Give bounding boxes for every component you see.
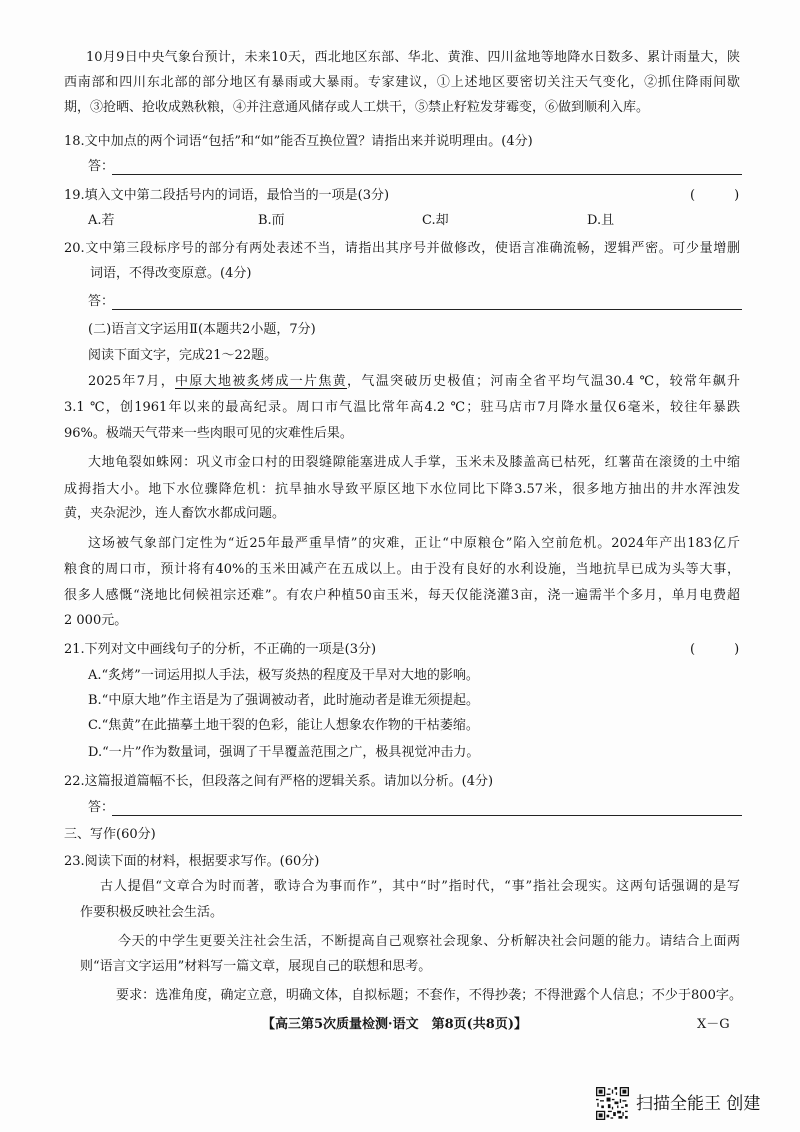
passage-text: ，气温突破历史极值；河南全省平均气温30.4 ℃，较常年飙升 bbox=[347, 374, 741, 389]
passage-p2-line: 大地龟裂如蛛网：巩义市金口村的田裂缝隙能塞进成人手掌，玉米未及膝盖高已枯死，红薯苗在滚烫的土中缩 bbox=[88, 455, 740, 470]
option-c: C.却 bbox=[422, 213, 449, 228]
option-d: D.“一片”作为数量词，强调了干旱覆盖范围之广，极具视觉冲击力。 bbox=[88, 745, 480, 760]
scanner-watermark-text: 扫描全能王 创建 bbox=[636, 1094, 761, 1114]
passage-p2-line: 成拇指大小。地下水位骤降危机：抗旱抽水导致平原区地下水位同比下降3.57米，很多地方抽出的井水浑浊发 bbox=[64, 482, 740, 497]
question-22-stem: 22.这篇报道篇幅不长，但段落之间有严格的逻辑关系。请加以分析。(4分) bbox=[64, 774, 494, 789]
passage-p3-line: 很多人感慨“浇地比伺候祖宗还难”。有农户种植50亩玉米，每天仅能浇灌3亩，浇一遍需半个多月，单月电费超 bbox=[64, 588, 740, 603]
qr-code-icon bbox=[596, 1087, 629, 1120]
section-2-instruction: 阅读下面文字，完成21～22题。 bbox=[88, 348, 278, 363]
material-p1-line: 古人提倡“文章合为时而著，歌诗合为事而作”，其中“时”指时代，“事”指社会现实。这两句话强调的是写 bbox=[100, 879, 740, 894]
passage-p3-line: 这场被气象部门定性为“近25年最严重旱情”的灾难，正让“中原粮仓”陷入空前危机。2024年产出183亿斤 bbox=[88, 536, 740, 551]
passage-p1-line bbox=[88, 369, 740, 394]
paper-code: X－G bbox=[697, 1017, 730, 1032]
page-footer-title: 【高三第5次质量检测·语文 第8页(共8页)】 bbox=[262, 1017, 527, 1032]
option-a: A.若 bbox=[88, 213, 115, 228]
answer-label: 答： bbox=[88, 294, 115, 309]
option-d: D.且 bbox=[587, 213, 615, 228]
answer-bracket: ( ) bbox=[690, 188, 740, 203]
passage-p3-line: 2 000元。 bbox=[64, 613, 128, 628]
passage-text: 2025年7月， bbox=[88, 374, 176, 389]
question-21-stem: 21.下列对文中画线句子的分析，不正确的一项是(3分) bbox=[64, 642, 377, 657]
answer-line bbox=[112, 289, 742, 310]
material-p1-line: 作要积极反映社会生活。 bbox=[80, 905, 224, 920]
notice-line: 西南部和四川东北部的部分地区有暴雨或大暴雨。专家建议，①上述地区要密切关注天气变化，②抓住降雨间歇 bbox=[64, 75, 740, 90]
answer-bracket: ( ) bbox=[690, 642, 740, 657]
material-p2-line: 则“语言文字运用”材料写一篇文章，展现自己的联想和思考。 bbox=[80, 959, 432, 974]
option-b: B.而 bbox=[258, 213, 285, 228]
writing-requirement: 要求：选准角度，确定立意，明确文体，自拟标题；不套作，不得抄袭；不得泄露个人信息；不少于800字。 bbox=[116, 988, 742, 1003]
passage-p1-line: 96%。极端天气带来一些肉眼可见的灾难性后果。 bbox=[64, 426, 353, 441]
answer-line bbox=[112, 154, 742, 175]
answer-label: 答： bbox=[88, 159, 115, 174]
notice-line: 期，③抢晒、抢收成熟秋粮，④并注意通风储存或人工烘干，⑤禁止籽粒发芽霉变，⑥做到顺利入库。 bbox=[64, 100, 650, 115]
question-20-stem: 词语，不得改变原意。(4分) bbox=[90, 266, 252, 281]
passage-p1-line: 3.1 ℃，创1961年以来的最高纪录。周口市气温比常年高4.2 ℃；驻马店市7月降水量仅6毫米，较往年暴跌 bbox=[64, 400, 740, 415]
underlined-sentence: 中原大地被炙烤成一片焦黄 bbox=[175, 374, 348, 389]
question-20-stem: 20.文中第三段标序号的部分有两处表述不当，请指出其序号并做修改，使语言准确流畅，逻辑严密。可少量增删 bbox=[64, 241, 740, 256]
question-23-stem: 23.阅读下面的材料，根据要求写作。(60分) bbox=[64, 854, 320, 869]
question-19-stem: 19.填入文中第二段括号内的词语，最恰当的一项是(3分) bbox=[64, 188, 390, 203]
option-c: C.“焦黄”在此描摹土地干裂的色彩，能让人想象农作物的干枯萎缩。 bbox=[88, 718, 479, 733]
section-2-title: (二)语言文字运用Ⅱ(本题共2小题，7分) bbox=[88, 322, 316, 337]
option-a: A.“炙烤”一词运用拟人手法，极写炎热的程度及干旱对大地的影响。 bbox=[88, 668, 479, 683]
option-b: B.“中原大地”作主语是为了强调被动者，此时施动者是谁无须提起。 bbox=[88, 693, 479, 708]
notice-line: 10月9日中央气象台预计，未来10天，西北地区东部、华北、黄淮、四川盆地等地降水日数多、累计雨量大，陕 bbox=[86, 50, 740, 65]
answer-label: 答： bbox=[88, 800, 115, 815]
material-p2-line: 今天的中学生更要关注社会生活，不断提高自己观察社会现象、分析解决社会问题的能力。请结合上面两 bbox=[118, 934, 740, 949]
question-18-stem: 18.文中加点的两个词语“包括”和“如”能否互换位置？请指出来并说明理由。(4分) bbox=[64, 134, 533, 149]
section-3-title: 三、写作(60分) bbox=[64, 827, 156, 842]
passage-p2-line: 黄，夹杂泥沙，连人畜饮水都成问题。 bbox=[64, 506, 286, 521]
passage-p3-line: 粮食的周口市，预计将有40%的玉米田减产在五成以上。由于没有良好的水利设施，当地抗旱已成为头等大事， bbox=[64, 562, 740, 577]
answer-line bbox=[112, 795, 742, 816]
